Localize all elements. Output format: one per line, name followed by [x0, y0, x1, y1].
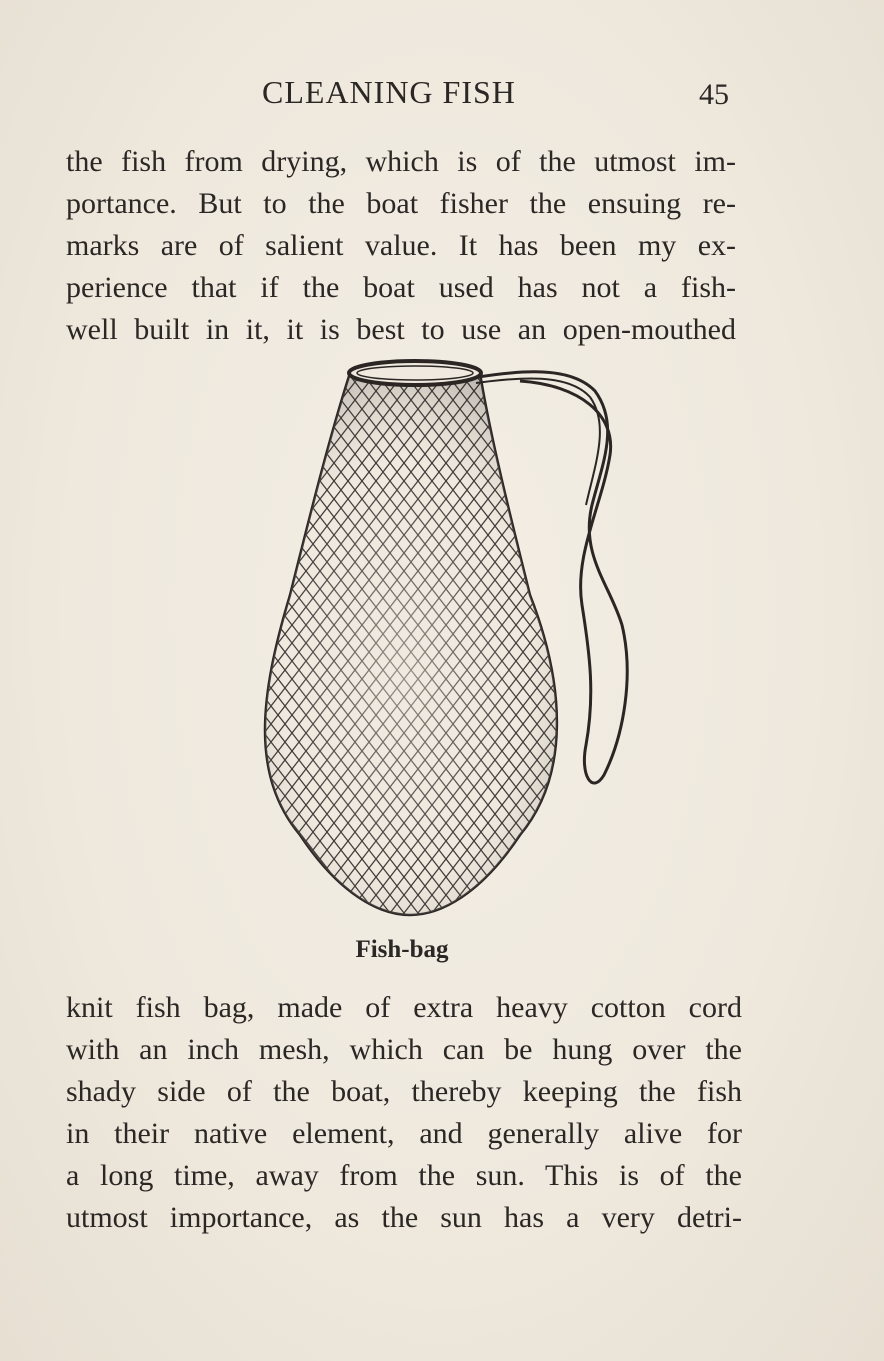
- text-line: portance. But to the boat fisher the ensuing re-: [66, 187, 736, 220]
- text-line: well built in it, it is best to use an open-mouthed: [66, 313, 736, 346]
- text-line: marks are of salient value. It has been my ex-: [66, 229, 736, 262]
- page-number: 45: [699, 78, 729, 111]
- text-line: shady side of the boat, thereby keeping the fish: [66, 1075, 742, 1108]
- text-line: perience that if the boat used has not a fish-: [66, 271, 736, 304]
- text-line: a long time, away from the sun. This is of the: [66, 1159, 742, 1192]
- running-head: [0, 74, 884, 114]
- text-line: with an inch mesh, which can be hung over the: [66, 1033, 742, 1066]
- paragraph-top: [66, 141, 736, 351]
- text-line: in their native element, and generally alive for: [66, 1117, 742, 1150]
- text-line: the fish from drying, which is of the utmost im-: [66, 145, 736, 178]
- paragraph-bottom: [66, 987, 742, 1239]
- text-line: knit fish bag, made of extra heavy cotton cord: [66, 991, 742, 1024]
- fish-bag-illustration: [240, 355, 640, 925]
- figure-caption: Fish-bag: [355, 936, 449, 963]
- chapter-title: CLEANING FISH: [262, 74, 516, 110]
- text-line: utmost importance, as the sun has a very detri-: [66, 1201, 742, 1234]
